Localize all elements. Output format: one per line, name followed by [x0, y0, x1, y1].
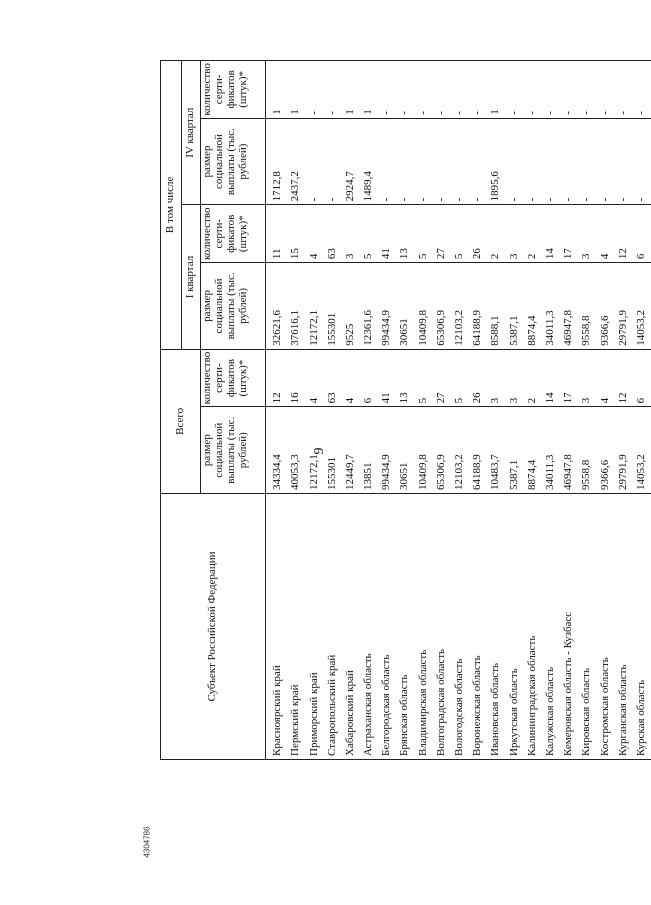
q1-sum: 9366,6 — [596, 263, 614, 350]
region-name: Воронежская область — [469, 494, 487, 760]
q1-count: 41 — [378, 205, 396, 263]
total-sum: 12449,7 — [342, 407, 360, 494]
table-row — [596, 61, 614, 760]
table-row — [615, 61, 633, 760]
rotated-table-frame — [160, 60, 647, 760]
q1-sum: 14053,2 — [633, 263, 651, 350]
q4-sum: - — [324, 118, 342, 205]
q4-sum: - — [542, 118, 560, 205]
total-count: 17 — [560, 349, 578, 407]
total-sum: 46947,8 — [560, 407, 578, 494]
q4-sum: 2924,7 — [342, 118, 360, 205]
total-count: 27 — [433, 349, 451, 407]
total-count: 26 — [469, 349, 487, 407]
q1-count: 13 — [396, 205, 414, 263]
table-row — [505, 61, 523, 760]
total-count: 41 — [378, 349, 396, 407]
table-row — [542, 61, 560, 760]
q1-count: 5 — [360, 205, 378, 263]
table-row — [378, 61, 396, 760]
subsidy-table — [160, 60, 651, 760]
total-count: 4 — [596, 349, 614, 407]
q1-sum: 65306,9 — [433, 263, 451, 350]
region-name: Кемеровская область - Кузбасс — [560, 494, 578, 760]
q1-sum: 37616,1 — [287, 263, 305, 350]
header-q4-cert-count: количество серти-фикатов (штук)* — [201, 61, 266, 119]
region-name: Хабаровский край — [342, 494, 360, 760]
q1-sum: 12172,1 — [305, 263, 323, 350]
q4-count: - — [396, 61, 414, 119]
total-count: 16 — [287, 349, 305, 407]
q1-count: 63 — [324, 205, 342, 263]
q4-sum: - — [596, 118, 614, 205]
q4-sum: 1895,6 — [487, 118, 505, 205]
table-row — [360, 61, 378, 760]
q4-count: - — [378, 61, 396, 119]
total-sum: 13851 — [360, 407, 378, 494]
q4-count: - — [415, 61, 433, 119]
q4-sum: - — [305, 118, 323, 205]
q4-count: 1 — [360, 61, 378, 119]
q1-count: 2 — [524, 205, 542, 263]
table-row — [578, 61, 596, 760]
q4-sum: - — [560, 118, 578, 205]
document-code: 4304786 — [142, 826, 152, 858]
q4-count: 1 — [266, 61, 288, 119]
total-sum: 12103,2 — [451, 407, 469, 494]
q1-count: 27 — [433, 205, 451, 263]
q4-count: - — [505, 61, 523, 119]
table-row — [266, 61, 288, 760]
q4-count: - — [324, 61, 342, 119]
total-count: 3 — [505, 349, 523, 407]
q1-sum: 99434,9 — [378, 263, 396, 350]
q1-sum: 8588,1 — [487, 263, 505, 350]
q1-count: 4 — [305, 205, 323, 263]
header-q1: I квартал — [182, 205, 201, 349]
total-sum: 8874,4 — [524, 407, 542, 494]
total-count: 3 — [578, 349, 596, 407]
q4-sum: - — [615, 118, 633, 205]
q1-sum: 46947,8 — [560, 263, 578, 350]
region-name: Волгоградская область — [433, 494, 451, 760]
q1-sum: 30651 — [396, 263, 414, 350]
page-number: 9 — [312, 447, 327, 455]
total-count: 5 — [415, 349, 433, 407]
q1-count: 14 — [542, 205, 560, 263]
q4-count: - — [469, 61, 487, 119]
table-row — [305, 61, 323, 760]
region-name: Белгородская область — [378, 494, 396, 760]
total-count: 5 — [451, 349, 469, 407]
q1-count: 12 — [615, 205, 633, 263]
total-count: 3 — [487, 349, 505, 407]
region-name: Ставропольский край — [324, 494, 342, 760]
q4-sum: - — [378, 118, 396, 205]
q1-sum: 12103,2 — [451, 263, 469, 350]
q4-count: - — [633, 61, 651, 119]
total-count: 14 — [542, 349, 560, 407]
q4-sum: 1489,4 — [360, 118, 378, 205]
total-count: 4 — [305, 349, 323, 407]
region-name: Ивановская область — [487, 494, 505, 760]
table-row — [396, 61, 414, 760]
q1-count: 6 — [633, 205, 651, 263]
total-sum: 10409,8 — [415, 407, 433, 494]
region-name: Брянская область — [396, 494, 414, 760]
total-sum: 14053,2 — [633, 407, 651, 494]
q1-count: 5 — [451, 205, 469, 263]
q1-sum: 9525 — [342, 263, 360, 350]
q4-count: 1 — [342, 61, 360, 119]
table-row — [342, 61, 360, 760]
q1-sum: 32621,6 — [266, 263, 288, 350]
total-sum: 34011,3 — [542, 407, 560, 494]
q1-sum: 155301 — [324, 263, 342, 350]
table-row — [433, 61, 451, 760]
total-count: 6 — [633, 349, 651, 407]
q1-sum: 8874,4 — [524, 263, 542, 350]
q1-sum: 12361,6 — [360, 263, 378, 350]
q1-count: 3 — [505, 205, 523, 263]
q4-sum: - — [433, 118, 451, 205]
q1-count: 2 — [487, 205, 505, 263]
q1-sum: 29791,9 — [615, 263, 633, 350]
q4-sum: - — [396, 118, 414, 205]
total-sum: 5387,1 — [505, 407, 523, 494]
header-total-cert-count: количество серти-фикатов (штук)* — [201, 349, 266, 407]
q1-count: 4 — [596, 205, 614, 263]
q1-count: 3 — [342, 205, 360, 263]
q4-sum: - — [524, 118, 542, 205]
q4-count: - — [560, 61, 578, 119]
q4-count: - — [524, 61, 542, 119]
total-sum: 12172,1 — [305, 407, 323, 494]
header-q4-payment-size: размер социальной выплаты (тыс. рублей) — [201, 118, 266, 205]
q1-count: 3 — [578, 205, 596, 263]
table-row — [451, 61, 469, 760]
table-row — [487, 61, 505, 760]
total-count: 2 — [524, 349, 542, 407]
header-total: Всего — [161, 349, 201, 493]
q4-sum: - — [633, 118, 651, 205]
q4-sum: - — [415, 118, 433, 205]
q1-count: 5 — [415, 205, 433, 263]
total-count: 63 — [324, 349, 342, 407]
region-name: Иркутская область — [505, 494, 523, 760]
q4-count: - — [596, 61, 614, 119]
q1-count: 17 — [560, 205, 578, 263]
header-in-that-number: В том числе — [161, 61, 182, 350]
table-row — [287, 61, 305, 760]
q1-sum: 5387,1 — [505, 263, 523, 350]
q1-sum: 64188,9 — [469, 263, 487, 350]
q4-sum: 1712,8 — [266, 118, 288, 205]
total-sum: 155301 — [324, 407, 342, 494]
region-name: Красноярский край — [266, 494, 288, 760]
q4-sum: - — [505, 118, 523, 205]
total-count: 13 — [396, 349, 414, 407]
header-total-payment-size: размер социальной выплаты (тыс. рублей) — [201, 407, 266, 494]
total-sum: 65306,9 — [433, 407, 451, 494]
region-name: Пермский край — [287, 494, 305, 760]
q4-count: 1 — [487, 61, 505, 119]
total-sum: 10483,7 — [487, 407, 505, 494]
header-q1-payment-size: размер социальной выплаты (тыс. рублей) — [201, 263, 266, 350]
table-row — [415, 61, 433, 760]
q1-count: 15 — [287, 205, 305, 263]
q1-sum: 10409,8 — [415, 263, 433, 350]
total-count: 6 — [360, 349, 378, 407]
q4-sum: 2437,2 — [287, 118, 305, 205]
region-name: Курская область — [633, 494, 651, 760]
table-row — [469, 61, 487, 760]
region-name: Калужская область — [542, 494, 560, 760]
region-name: Астраханская область — [360, 494, 378, 760]
q4-count: - — [578, 61, 596, 119]
header-q4: IV квартал — [182, 61, 201, 205]
q4-sum: - — [451, 118, 469, 205]
total-count: 12 — [266, 349, 288, 407]
q1-sum: 34011,3 — [542, 263, 560, 350]
q4-count: 1 — [287, 61, 305, 119]
q1-count: 26 — [469, 205, 487, 263]
q4-count: - — [451, 61, 469, 119]
region-name: Костромская область — [596, 494, 614, 760]
table-row — [560, 61, 578, 760]
q4-count: - — [615, 61, 633, 119]
q1-count: 11 — [266, 205, 288, 263]
q1-sum: 9558,8 — [578, 263, 596, 350]
q4-sum: - — [469, 118, 487, 205]
region-name: Вологодская область — [451, 494, 469, 760]
total-sum: 9558,8 — [578, 407, 596, 494]
total-count: 12 — [615, 349, 633, 407]
region-name: Приморский край — [305, 494, 323, 760]
region-name: Кировская область — [578, 494, 596, 760]
total-sum: 64188,9 — [469, 407, 487, 494]
header-subject: Субъект Российской Федерации — [161, 494, 266, 760]
table-row — [633, 61, 651, 760]
q4-sum: - — [578, 118, 596, 205]
total-sum: 9366,6 — [596, 407, 614, 494]
table-row — [524, 61, 542, 760]
total-sum: 34334,4 — [266, 407, 288, 494]
q4-count: - — [433, 61, 451, 119]
region-name: Владимирская область — [415, 494, 433, 760]
header-q1-cert-count: количество серти-фикатов (штук)* — [201, 205, 266, 263]
total-count: 4 — [342, 349, 360, 407]
table-row — [324, 61, 342, 760]
total-sum: 99434,9 — [378, 407, 396, 494]
total-sum: 40053,3 — [287, 407, 305, 494]
region-name: Калининградская область — [524, 494, 542, 760]
region-name: Курганская область — [615, 494, 633, 760]
q4-count: - — [542, 61, 560, 119]
total-sum: 29791,9 — [615, 407, 633, 494]
q4-count: - — [305, 61, 323, 119]
total-sum: 30651 — [396, 407, 414, 494]
table-body — [266, 61, 651, 760]
